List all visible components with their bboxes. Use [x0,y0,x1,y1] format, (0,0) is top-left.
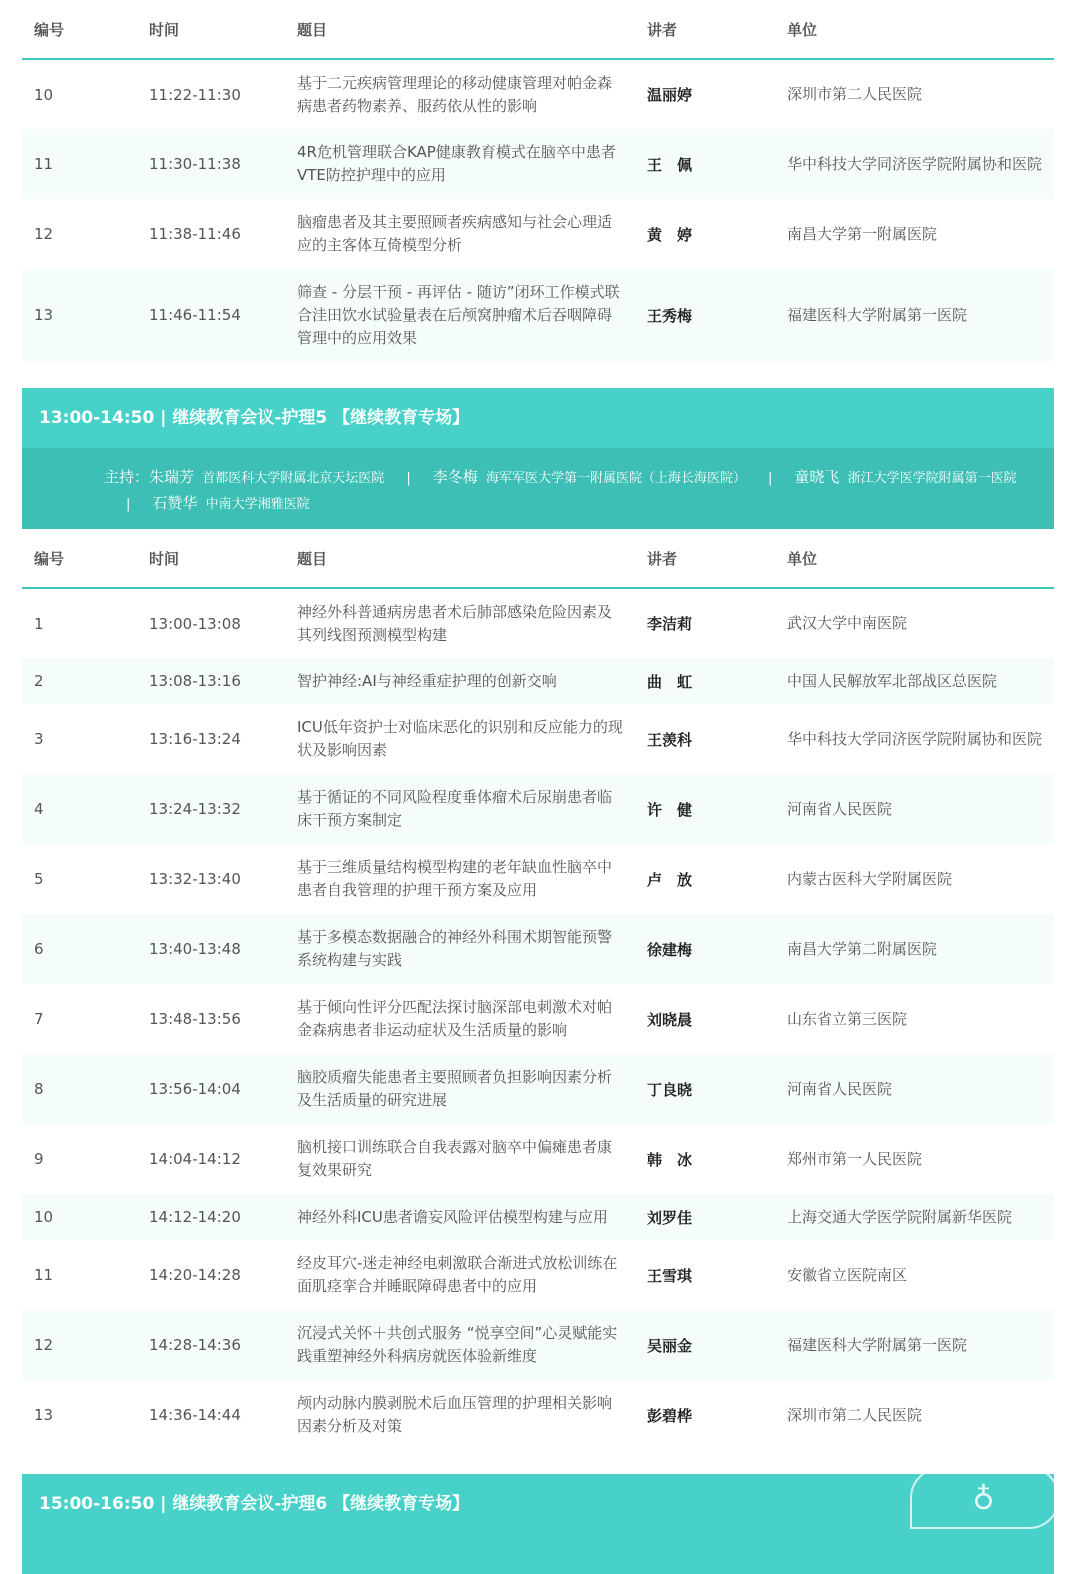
cell-unit: 深圳市第二人民医院 [787,85,923,103]
session-hosts [22,448,1054,529]
cell-time: 11:30-11:38 [137,129,285,199]
cell-title: ICU低年资护士对临床恶化的识别和反应能力的现状及影响因素 [297,718,623,759]
cell-title: 4R危机管理联合KAP健康教育模式在脑卒中患者VTE防控护理中的应用 [285,129,635,199]
cell-speaker: 曲 虹 [635,658,775,704]
cell-no: 9 [34,1150,44,1168]
host-name: 石赞华 [152,494,198,512]
cell-unit: 华中科技大学同济医学院附属协和医院 [775,129,1054,199]
cell-unit: 河南省人民医院 [775,1054,1054,1124]
table-top [22,0,1054,361]
cell-time: 14:12-14:20 [137,1194,285,1240]
cell-time: 13:48-13:56 [149,1010,241,1028]
header-no: 编号 [22,0,137,59]
table-row [22,774,1054,844]
cell-no: 4 [22,774,137,844]
cell-speaker: 吴丽金 [635,1310,775,1380]
cell-speaker: 王雪琪 [647,1266,693,1285]
session-title: 15:00-16:50 | 继续教育会议-护理6 【继续教育专场】 [39,1494,470,1514]
cell-title: 脑胶质瘤失能患者主要照顾者负担影响因素分析及生活质量的研究进展 [285,1054,635,1124]
header-speaker: 讲者 [635,0,775,59]
table-row [22,588,1054,658]
cell-speaker: 刘罗佳 [635,1194,775,1240]
cell-no: 10 [22,1194,137,1240]
cell-unit: 福建医科大学附属第一医院 [775,1310,1054,1380]
header-unit: 单位 [775,0,1054,59]
cell-speaker: 刘晓晨 [647,1010,693,1029]
table-row [22,984,1054,1054]
cell-speaker: 黄 婷 [647,225,693,244]
cell-time: 13:32-13:40 [149,870,241,888]
cell-title: 神经外科普通病房患者术后肺部感染危险因素及其列线图预测模型构建 [297,602,613,644]
host-separator: | [768,471,773,486]
cell-speaker: 温丽婷 [647,86,693,104]
header-title: 题目 [285,529,635,588]
host-separator: | [126,497,131,512]
cell-unit: 福建医科大学附属第一医院 [775,269,1054,361]
cell-no: 13 [22,269,137,361]
cell-unit: 山东省立第三医院 [787,1009,908,1028]
cell-no: 10 [34,85,54,104]
table-row [22,1380,1054,1450]
cell-title: 经皮耳穴-迷走神经电刺激联合渐进式放松训练在面肌痉挛合并睡眠障碍患者中的应用 [297,1254,618,1295]
table-row [22,1240,1054,1310]
cell-time: 14:20-14:28 [149,1266,241,1284]
cell-unit: 南昌大学第二附属医院 [775,914,1054,984]
host-org: 首都医科大学附属北京天坛医院 [202,471,385,486]
cell-no: 12 [34,225,54,243]
table-row [22,1194,1054,1240]
cell-unit: 华中科技大学同济医学院附属协和医院 [787,729,1043,748]
cell-title: 基于多模态数据融合的神经外科围术期智能预警系统构建与实践 [285,914,635,984]
header-title: 题目 [285,0,635,59]
table-row [22,914,1054,984]
cell-time: 14:04-14:12 [149,1150,241,1168]
header-time: 时间 [137,0,285,59]
cell-time: 13:56-14:04 [137,1054,285,1124]
cell-time: 13:16-13:24 [149,730,241,748]
cell-unit: 郑州市第一人民医院 [787,1149,923,1168]
table-row [22,199,1054,269]
host-org: 中南大学湘雅医院 [205,497,310,512]
host-label: 主持： [104,468,150,486]
cell-speaker: 许 健 [635,774,775,844]
session-header-5 [22,388,1054,448]
table-row [22,844,1054,914]
header-unit: 单位 [775,529,1054,588]
cell-time: 11:46-11:54 [137,269,285,361]
table-body [22,59,1054,361]
schedule-table-top [22,0,1054,361]
cell-speaker: 卢 放 [647,870,693,889]
cell-time: 13:24-13:32 [137,774,285,844]
host-name: 童晓飞 [794,468,840,486]
session-header-6 [22,1474,1054,1574]
cell-title: 基于循证的不同风险程度垂体瘤术后尿崩患者临床干预方案制定 [285,774,635,844]
cell-title: 颅内动脉内膜剥脱术后血压管理的护理相关影响因素分析及对策 [297,1394,613,1435]
watermark-logo: ♁ [910,1467,1060,1529]
cell-unit: 内蒙古医科大学附属医院 [787,869,953,888]
cell-title: 基于二元疾病管理理论的移动健康管理对帕金森病患者药物素养、服药依从性的影响 [297,73,613,115]
cell-no: 12 [22,1310,137,1380]
cell-speaker: 王秀梅 [635,269,775,361]
cell-time: 14:36-14:44 [149,1406,241,1424]
cell-speaker: 王羡科 [647,730,693,749]
cell-title: 脑机接口训练联合自我表露对脑卒中偏瘫患者康复效果研究 [297,1138,613,1179]
host-separator: | [406,471,411,486]
table-row [22,1124,1054,1194]
cell-unit: 中国人民解放军北部战区总医院 [775,658,1054,704]
table-row [22,269,1054,361]
table-row [22,129,1054,199]
host-org: 浙江大学医学院附属第一医院 [847,471,1017,486]
table-row [22,658,1054,704]
table-session5 [22,529,1054,1450]
cell-time: 13:08-13:16 [137,658,285,704]
table-row [22,1054,1054,1124]
cell-speaker: 李洁莉 [647,615,693,633]
cell-speaker: 王 佩 [635,129,775,199]
header-no: 编号 [22,529,137,588]
cell-no: 2 [22,658,137,704]
cell-time: 11:22-11:30 [149,85,241,104]
cell-time: 13:00-13:08 [149,614,241,633]
host-name: 朱瑞芳 [149,468,195,486]
cell-no: 6 [22,914,137,984]
cell-unit: 武汉大学中南医院 [787,614,908,632]
host-org: 海军军医大学第一附属医院（上海长海医院） [485,471,746,486]
cell-no: 13 [34,1406,54,1424]
cell-time: 13:40-13:48 [137,914,285,984]
hosts-line [22,448,1054,533]
header-speaker: 讲者 [635,529,775,588]
table-header-row [22,0,1054,59]
cell-unit: 上海交通大学医学院附属新华医院 [775,1194,1054,1240]
schedule-table-session5 [22,529,1054,1450]
session-title: 13:00-14:50 | 继续教育会议-护理5 【继续教育专场】 [39,408,470,428]
table-row [22,1310,1054,1380]
cell-title: 神经外科ICU患者谵妄风险评估模型构建与应用 [285,1194,635,1240]
cell-no: 8 [22,1054,137,1124]
cell-title: 基于三维质量结构模型构建的老年缺血性脑卒中患者自我管理的护理干预方案及应用 [297,858,613,899]
cell-title: 智护神经:AI与神经重症护理的创新交响 [285,658,635,704]
cell-speaker: 彭碧桦 [647,1406,693,1425]
cell-time: 11:38-11:46 [149,225,241,243]
cell-unit: 安徽省立医院南区 [787,1265,908,1284]
cell-speaker: 韩 冰 [647,1150,693,1169]
cell-no: 3 [34,730,44,748]
table-row [22,59,1054,129]
cell-no: 1 [34,614,44,633]
cell-no: 11 [34,1266,54,1284]
header-time: 时间 [137,529,285,588]
cell-unit: 河南省人民医院 [775,774,1054,844]
cell-title: 脑瘤患者及其主要照顾者疾病感知与社会心理适应的主客体互倚模型分析 [297,213,613,254]
cell-unit: 深圳市第二人民医院 [787,1405,923,1424]
cell-unit: 南昌大学第一附属医院 [787,224,938,243]
cell-no: 5 [34,870,44,888]
cell-title: 沉浸式关怀＋共创式服务 “悦享空间”心灵赋能实践重塑神经外科病房就医体验新维度 [285,1310,635,1380]
host-name: 李冬梅 [432,468,478,486]
table-row [22,704,1054,774]
cell-time: 14:28-14:36 [137,1310,285,1380]
cell-no: 7 [34,1010,44,1028]
table-body [22,588,1054,1450]
cell-no: 11 [22,129,137,199]
table-header-row [22,529,1054,588]
cell-speaker: 徐建梅 [635,914,775,984]
cell-title: 基于倾向性评分匹配法探讨脑深部电刺激术对帕金森病患者非运动症状及生活质量的影响 [297,998,613,1039]
cell-title: 筛查 - 分层干预 - 再评估 - 随访”闭环工作模式联合洼田饮水试验量表在后颅窝肿瘤术后吞咽障碍管理中的应用效果 [285,269,635,361]
cell-speaker: 丁良晓 [635,1054,775,1124]
